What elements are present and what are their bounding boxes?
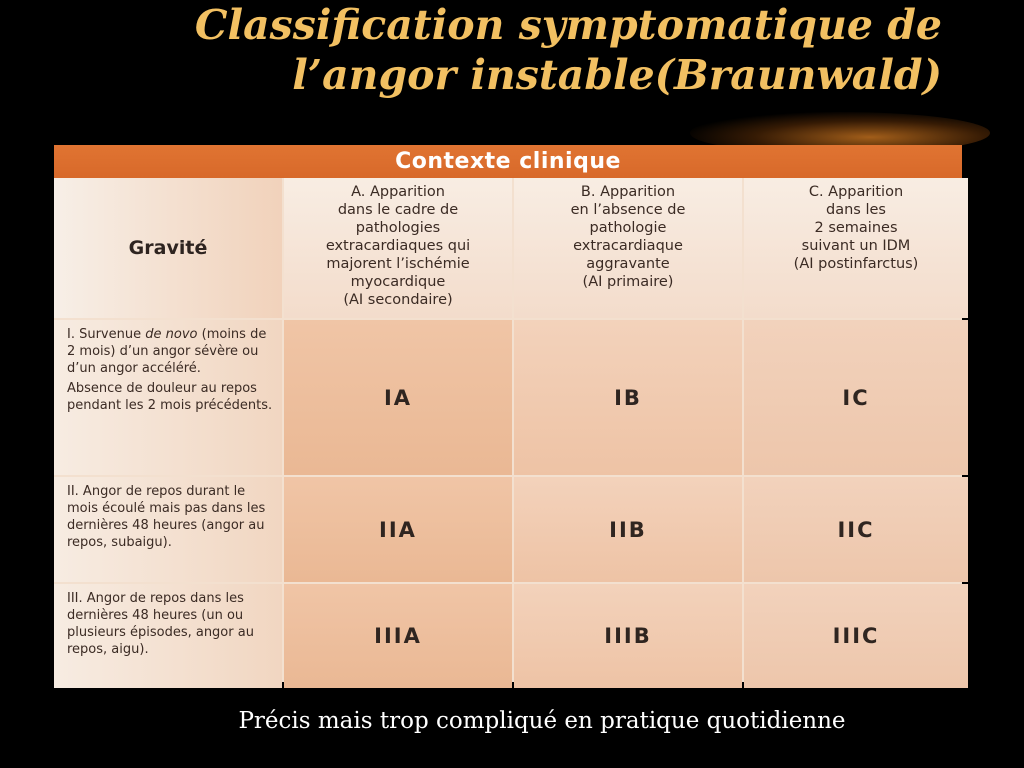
header-col-a-line: extracardiaques qui bbox=[325, 238, 471, 254]
header-col-a-line: pathologies bbox=[355, 220, 441, 236]
header-col-c-line: dans les bbox=[826, 202, 886, 218]
row-label-3-text: III. Angor de repos dans les dernières 48 heures (un ou plusieurs épisodes, angor au repos, aigu). bbox=[67, 591, 254, 657]
cell-IA: IA bbox=[284, 320, 512, 475]
header-col-a-line: majorent l’ischémie bbox=[326, 256, 470, 272]
header-col-b-line: (AI primaire) bbox=[582, 274, 674, 290]
cell-IIIB: IIIB bbox=[514, 584, 742, 688]
cell-IIIC: IIIC bbox=[744, 584, 968, 688]
row-label-1 bbox=[54, 320, 282, 475]
cell-IB: IB bbox=[514, 320, 742, 475]
row-label-1-rest: (moins de 2 mois) d’un angor sévère ou d’un angor accéléré. bbox=[67, 327, 267, 376]
cell-IIA: IIA bbox=[284, 477, 512, 582]
table-header-contexte: Contexte clinique bbox=[54, 145, 962, 178]
header-col-b-line: pathologie bbox=[589, 220, 667, 236]
header-col-b-line: aggravante bbox=[586, 256, 670, 272]
header-col-a-line: A. Apparition bbox=[351, 184, 445, 200]
header-col-c-line: C. Apparition bbox=[808, 184, 904, 200]
cell-IIIA: IIIA bbox=[284, 584, 512, 688]
cell-IC: IC bbox=[744, 320, 968, 475]
table-grid bbox=[54, 178, 962, 682]
braunwald-table bbox=[54, 145, 962, 682]
header-gravite: Gravité bbox=[54, 178, 282, 318]
cell-IIB: IIB bbox=[514, 477, 742, 582]
row-label-3 bbox=[54, 584, 282, 688]
row-label-1-prefix: I. Survenue bbox=[67, 327, 146, 342]
header-col-b bbox=[514, 178, 742, 318]
header-col-a-line: myocardique bbox=[350, 274, 446, 290]
row-label-2-text: II. Angor de repos durant le mois écoulé mais pas dans les dernières 48 heures (angor au repos, subaigu). bbox=[67, 484, 266, 550]
header-col-c-line: (AI postinfarctus) bbox=[793, 256, 919, 272]
slide-title bbox=[42, 0, 942, 100]
row-label-1-para1 bbox=[67, 326, 276, 377]
slide-caption: Précis mais trop compliqué en pratique quotidienne bbox=[238, 708, 846, 734]
header-col-c-line: suivant un IDM bbox=[801, 238, 911, 254]
header-col-a bbox=[284, 178, 512, 318]
header-col-b-line: extracardiaque bbox=[573, 238, 683, 254]
header-col-b-line: B. Apparition bbox=[580, 184, 676, 200]
row-label-1-emphasis: de novo bbox=[145, 327, 198, 342]
header-col-b-line: en l’absence de bbox=[570, 202, 686, 218]
row-label-2 bbox=[54, 477, 282, 582]
row-label-1-para2: Absence de douleur au repos pendant les 2 mois précédents. bbox=[67, 381, 273, 413]
header-col-c-line: 2 semaines bbox=[814, 220, 898, 236]
cell-IIC: IIC bbox=[744, 477, 968, 582]
header-col-a-line: (AI secondaire) bbox=[343, 292, 453, 308]
slide-title-line1: Classification symptomatique de bbox=[194, 1, 942, 49]
header-col-a-line: dans le cadre de bbox=[337, 202, 459, 218]
header-col-c bbox=[744, 178, 968, 318]
slide-title-line2: l’angor instable(Braunwald) bbox=[292, 51, 942, 99]
